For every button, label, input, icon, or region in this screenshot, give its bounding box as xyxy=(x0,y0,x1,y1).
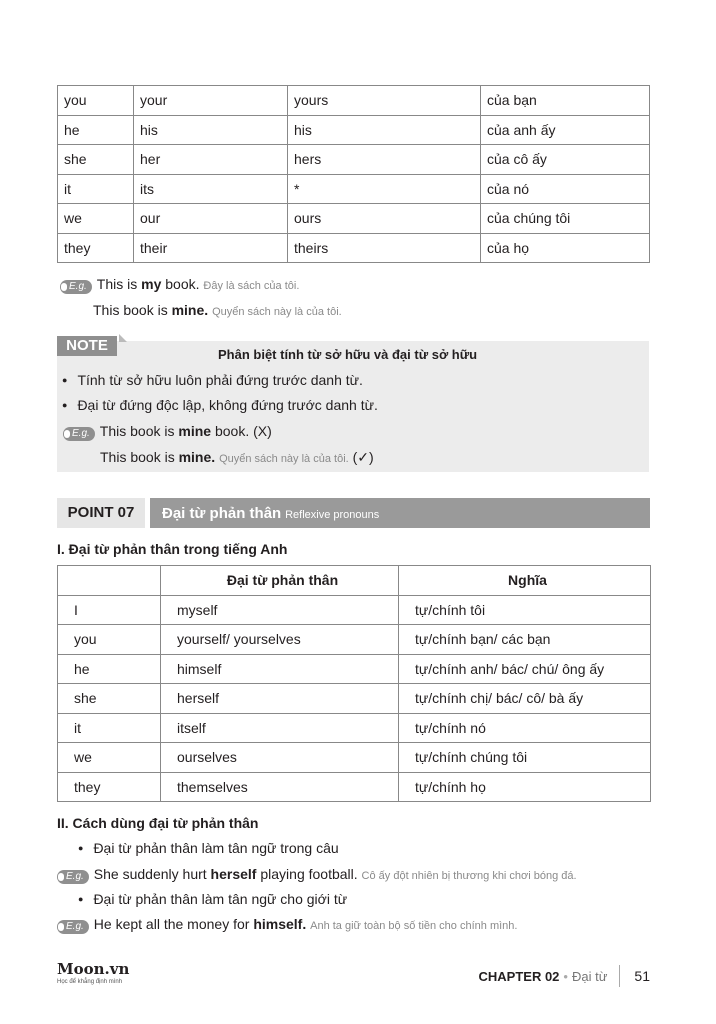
table-cell: themselves xyxy=(161,772,399,802)
note-example-2 xyxy=(100,449,374,466)
usage-example xyxy=(57,866,577,884)
example-1 xyxy=(60,276,299,294)
table-cell: tự/chính bạn/ các bạn xyxy=(399,625,651,655)
note-example-1 xyxy=(63,423,272,441)
bold-word: mine xyxy=(178,423,212,439)
point-subtitle: Reflexive pronouns xyxy=(285,509,380,521)
table-cell: yours xyxy=(288,86,481,116)
table-cell: tự/chính nó xyxy=(399,713,651,743)
table-cell: hers xyxy=(288,145,481,175)
table-cell: của họ xyxy=(481,233,650,263)
note-title: Phân biệt tính từ sở hữu và đại từ sở hữu xyxy=(218,347,478,362)
text: He kept all the money for xyxy=(93,916,254,932)
text: playing football. xyxy=(256,866,358,882)
point-title-bar xyxy=(150,498,650,528)
table-cell: yourself/ yourselves xyxy=(161,625,399,655)
chapter-title: Đại từ xyxy=(571,968,608,984)
table-cell: you xyxy=(58,86,134,116)
page-number: 51 xyxy=(619,965,650,987)
table-cell: it xyxy=(58,713,161,743)
table-row xyxy=(58,625,651,655)
text: This is xyxy=(96,276,142,292)
example-2 xyxy=(93,302,342,318)
text: book. xyxy=(161,276,200,292)
eg-badge: E.g. xyxy=(57,920,89,934)
note-bullet: ● Tính từ sở hữu luôn phải đứng trước danh từ. xyxy=(62,372,363,388)
table-cell: they xyxy=(58,233,134,263)
table-cell: she xyxy=(58,684,161,714)
note-bullet: ● Đại từ đứng độc lập, không đứng trước danh từ. xyxy=(62,397,378,413)
translation: Quyển sách này là của tôi. xyxy=(219,453,349,465)
bold-word: mine. xyxy=(171,302,209,318)
table-cell: himself xyxy=(161,654,399,684)
table-cell: your xyxy=(134,86,288,116)
table-row xyxy=(58,86,650,116)
table-row xyxy=(58,145,650,175)
text: This book is xyxy=(99,423,179,439)
table-cell: tự/chính họ xyxy=(399,772,651,802)
table-cell: myself xyxy=(161,595,399,625)
table-cell: its xyxy=(134,174,288,204)
text: This book is xyxy=(100,449,179,465)
table-cell: she xyxy=(58,145,134,175)
reflexive-table xyxy=(57,565,651,802)
translation: Đây là sách của tôi. xyxy=(203,280,300,292)
section-heading-2: II. Cách dùng đại từ phản thân xyxy=(57,815,259,831)
table-cell: của chúng tôi xyxy=(481,204,650,234)
moon-logo: Moon.vn xyxy=(57,960,130,978)
chapter-label: CHAPTER 02 xyxy=(478,968,560,984)
table-cell: * xyxy=(288,174,481,204)
table-cell: it xyxy=(58,174,134,204)
table-cell: ourselves xyxy=(161,743,399,773)
note-corner xyxy=(119,334,127,342)
bold-word: herself xyxy=(210,866,257,882)
point-title: Đại từ phản thân xyxy=(162,505,282,522)
table-cell: của nó xyxy=(481,174,650,204)
bold-word: my xyxy=(141,276,162,292)
usage-bullet: ● Đại từ phản thân làm tân ngữ trong câu xyxy=(78,840,339,856)
text: She suddenly hurt xyxy=(93,866,211,882)
table-row xyxy=(58,684,651,714)
table-cell: we xyxy=(58,204,134,234)
note-tab: NOTE xyxy=(57,336,117,356)
header-cell: Đại từ phản thân xyxy=(161,566,399,596)
table-cell: itself xyxy=(161,713,399,743)
eg-badge: E.g. xyxy=(57,870,89,884)
table-cell: của anh ấy xyxy=(481,115,650,145)
translation: Quyển sách này là của tôi. xyxy=(212,306,342,318)
bold-word: himself. xyxy=(253,916,307,932)
table-cell: we xyxy=(58,743,161,773)
logo-slogan: Học để khẳng định mình xyxy=(57,979,123,985)
table-cell: I xyxy=(58,595,161,625)
table-cell: their xyxy=(134,233,288,263)
table-cell: ours xyxy=(288,204,481,234)
table-cell: tự/chính tôi xyxy=(399,595,651,625)
text: This book is xyxy=(93,302,172,318)
table-cell: tự/chính chị/ bác/ cô/ bà ấy xyxy=(399,684,651,714)
table-row xyxy=(58,654,651,684)
table-cell: his xyxy=(288,115,481,145)
table-row xyxy=(58,233,650,263)
table-cell: theirs xyxy=(288,233,481,263)
translation: Cô ấy đột nhiên bị thương khi chơi bóng đá. xyxy=(361,870,577,882)
table-cell: he xyxy=(58,115,134,145)
table-row xyxy=(58,174,650,204)
bold-word: mine. xyxy=(178,449,216,465)
text: book. (X) xyxy=(211,423,272,439)
usage-bullet: ● Đại từ phản thân làm tân ngữ cho giới từ xyxy=(78,891,347,907)
table-cell: tự/chính anh/ bác/ chú/ ông ấy xyxy=(399,654,651,684)
chapter-separator: • xyxy=(563,968,568,984)
point-label: POINT 07 xyxy=(57,498,145,528)
table-cell: he xyxy=(58,654,161,684)
table-row xyxy=(58,204,650,234)
header-cell xyxy=(58,566,161,596)
table-row xyxy=(58,772,651,802)
usage-example xyxy=(57,916,517,934)
possessive-table xyxy=(57,85,650,263)
table-cell: our xyxy=(134,204,288,234)
table-row xyxy=(58,743,651,773)
eg-badge: E.g. xyxy=(60,280,92,294)
table-cell: they xyxy=(58,772,161,802)
check-mark: (✓) xyxy=(352,449,374,465)
table-cell: của cô ấy xyxy=(481,145,650,175)
header-cell: Nghĩa xyxy=(399,566,651,596)
translation: Anh ta giữ toàn bộ số tiền cho chính mình. xyxy=(310,920,518,932)
table-row xyxy=(58,115,650,145)
table-cell: herself xyxy=(161,684,399,714)
section-heading-1: I. Đại từ phản thân trong tiếng Anh xyxy=(57,541,288,557)
page-footer xyxy=(479,965,651,987)
table-row xyxy=(58,713,651,743)
table-cell: you xyxy=(58,625,161,655)
eg-badge: E.g. xyxy=(63,427,95,441)
table-cell: của bạn xyxy=(481,86,650,116)
table-cell: his xyxy=(134,115,288,145)
table-cell: her xyxy=(134,145,288,175)
table-row xyxy=(58,595,651,625)
table-cell: tự/chính chúng tôi xyxy=(399,743,651,773)
